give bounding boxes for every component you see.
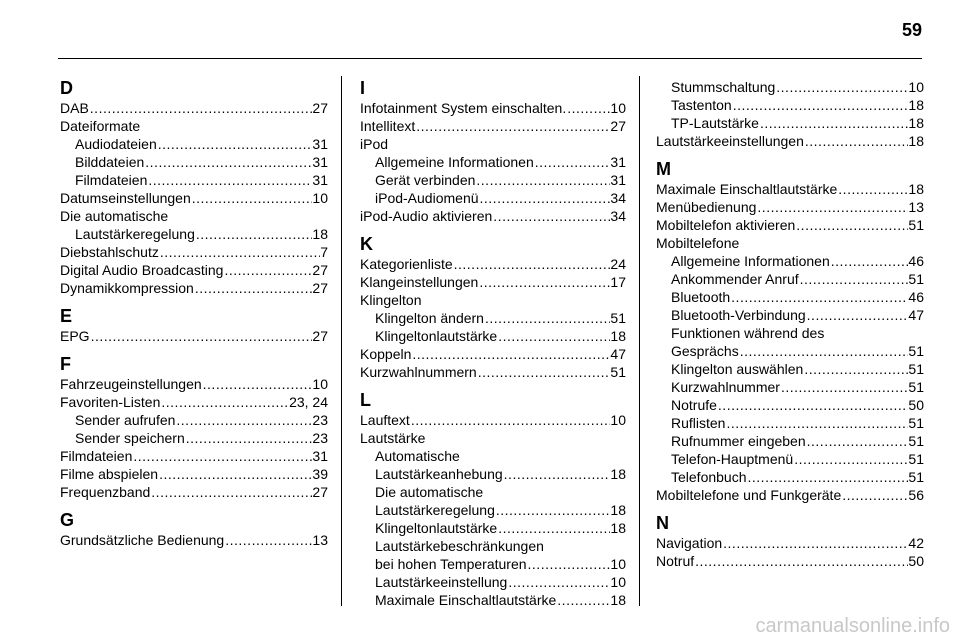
index-subentry: [360, 555, 626, 573]
index-subentry-heading: Funktionen während des: [671, 325, 825, 341]
entry-label: Gesprächs: [671, 343, 739, 359]
entry-page-number: 18: [908, 181, 924, 197]
entry-page-number: 51: [908, 271, 924, 287]
dot-leader: [804, 132, 909, 150]
entry-page-number: 39: [312, 466, 328, 482]
index-entry-heading: Lautstärke: [360, 430, 426, 446]
entry-page-number: 27: [610, 118, 626, 134]
entry-label: DAB: [60, 100, 89, 116]
index-entry-heading: Dateiformate: [60, 118, 141, 134]
entry-label: Kategorienliste: [360, 256, 453, 272]
entry-label: Allgemeine Informationen: [671, 253, 830, 269]
entry-page-number: 50: [908, 553, 924, 569]
entry-label: Filmdateien: [75, 172, 148, 188]
entry-label: Mobiltelefone und Funkgeräte: [656, 487, 842, 503]
index-subentry: [656, 114, 924, 132]
entry-label: Bluetooth: [671, 289, 731, 305]
entry-label: Klingeltonlautstärke: [375, 328, 498, 344]
dot-leader: [725, 414, 908, 432]
entry-page-number: 51: [908, 361, 924, 377]
dot-leader: [478, 273, 610, 291]
entry-page-number: 34: [610, 190, 626, 206]
index-subentry: [360, 573, 626, 591]
dot-leader: [759, 114, 908, 132]
dot-leader: [159, 243, 320, 261]
entry-label: Klingelton ändern: [375, 310, 484, 326]
entry-label: Lautstärkeregelung: [375, 502, 495, 518]
index-subentry: [656, 396, 924, 414]
index-entry: [60, 483, 328, 501]
dot-leader: [495, 501, 611, 519]
entry-page-number: 34: [610, 208, 626, 224]
index-entry: [656, 198, 924, 216]
dot-leader: [717, 396, 909, 414]
column-divider: [639, 76, 640, 606]
index-subentry: [656, 288, 924, 306]
entry-page-number: 31: [610, 154, 626, 170]
entry-page-number: 51: [908, 433, 924, 449]
index-entry: [656, 216, 924, 234]
dot-leader: [566, 99, 610, 117]
dot-leader: [224, 531, 312, 549]
dot-leader: [534, 153, 611, 171]
entry-page-number: 18: [610, 328, 626, 344]
entry-page-number: 23: [312, 430, 328, 446]
entry-page-number: 23, 24: [289, 394, 328, 410]
entry-page-number: 24: [610, 256, 626, 272]
index-subentry: [656, 378, 924, 396]
index-entry: [360, 411, 626, 429]
entry-page-number: 51: [610, 310, 626, 326]
index-entry: [656, 552, 924, 570]
index-subentry: [656, 342, 924, 360]
section-letter: M: [656, 159, 671, 179]
entry-label: Ruflisten: [671, 415, 726, 431]
index-subentry: [656, 306, 924, 324]
dot-leader: [806, 432, 909, 450]
index-entry: [60, 243, 328, 261]
entry-page-number: 31: [312, 136, 328, 152]
page-number: 59: [901, 20, 922, 40]
entry-label: Kurzwahlnummern: [360, 364, 477, 380]
entry-label: Mobiltelefon aktivieren: [656, 217, 796, 233]
entry-page-number: 18: [610, 466, 626, 482]
section-letter: E: [60, 306, 73, 326]
section-letter: N: [656, 513, 669, 533]
entry-label: bei hohen Temperaturen: [375, 556, 527, 572]
dot-leader: [160, 393, 289, 411]
entry-page-number: 51: [908, 415, 924, 431]
dot-leader: [150, 483, 312, 501]
entry-page-number: 27: [312, 328, 328, 344]
entry-page-number: 7: [320, 244, 328, 260]
index-column-2: [360, 78, 626, 609]
entry-label: Telefon-Hauptmenü: [671, 451, 794, 467]
dot-leader: [147, 171, 312, 189]
entry-label: Bilddateien: [75, 154, 145, 170]
dot-leader: [158, 465, 312, 483]
index-entry: [60, 375, 328, 393]
dot-leader: [556, 591, 610, 609]
entry-page-number: 47: [610, 346, 626, 362]
entry-page-number: 46: [908, 253, 924, 269]
entry-page-number: 27: [312, 262, 328, 278]
index-subentry: [360, 153, 626, 171]
watermark: carmanualsonline.info: [755, 615, 950, 637]
dot-leader: [202, 375, 313, 393]
dot-leader: [527, 555, 611, 573]
dot-leader: [507, 573, 610, 591]
dot-leader: [837, 180, 908, 198]
index-entry: [360, 363, 626, 381]
section-letter: L: [360, 390, 371, 410]
entry-page-number: 51: [908, 451, 924, 467]
entry-label: Gerät verbinden: [375, 172, 476, 188]
section-letter: K: [360, 234, 373, 254]
dot-leader: [756, 198, 908, 216]
entry-page-number: 18: [312, 226, 328, 242]
dot-leader: [503, 465, 611, 483]
dot-leader: [732, 96, 909, 114]
index-entry: [656, 534, 924, 552]
dot-leader: [479, 189, 611, 207]
dot-leader: [477, 363, 611, 381]
entry-label: Telefonbuch: [671, 469, 747, 485]
entry-label: Notruf: [656, 553, 695, 569]
entry-label: Kurzwahlnummer: [671, 379, 780, 395]
dot-leader: [453, 255, 611, 273]
index-entry: [360, 345, 626, 363]
entry-page-number: 56: [908, 487, 924, 503]
index-subentry: [656, 270, 924, 288]
dot-leader: [497, 327, 610, 345]
entry-label: Digital Audio Broadcasting: [60, 262, 224, 278]
index-entry: [360, 117, 626, 135]
index-column-3: [656, 78, 924, 570]
dot-leader: [795, 216, 908, 234]
entry-page-number: 10: [610, 412, 626, 428]
entry-page-number: 51: [908, 379, 924, 395]
dot-leader: [484, 309, 610, 327]
entry-label: Filmdateien: [60, 448, 133, 464]
entry-page-number: 42: [908, 535, 924, 551]
index-entry-heading: Mobiltelefone: [656, 235, 740, 251]
entry-page-number: 27: [312, 280, 328, 296]
entry-label: Allgemeine Informationen: [375, 154, 534, 170]
dot-leader: [799, 270, 909, 288]
entry-label: Koppeln: [360, 346, 412, 362]
dot-leader: [195, 225, 313, 243]
entry-label: Filme abspielen: [60, 466, 159, 482]
entry-label: Menübedienung: [656, 199, 757, 215]
header-rule: [58, 58, 922, 59]
entry-label: Favoriten-Listen: [60, 394, 161, 410]
index-entry: [360, 273, 626, 291]
entry-page-number: 10: [610, 100, 626, 116]
index-subentry: [360, 591, 626, 609]
index-subentry-heading: Die automatische: [375, 484, 484, 500]
entry-page-number: 13: [908, 199, 924, 215]
index-subentry: [60, 171, 328, 189]
entry-label: Notrufe: [671, 397, 717, 413]
entry-page-number: 18: [610, 592, 626, 608]
dot-leader: [722, 534, 908, 552]
dot-leader: [694, 552, 908, 570]
entry-page-number: 31: [312, 172, 328, 188]
entry-label: Ankommender Anruf: [671, 271, 799, 287]
dot-leader: [475, 171, 610, 189]
entry-page-number: 10: [312, 190, 328, 206]
index-subentry: [360, 327, 626, 345]
entry-label: Frequenzband: [60, 484, 151, 500]
index-subentry: [60, 411, 328, 429]
entry-label: Lautstärkeanhebung: [375, 466, 503, 482]
index-column-1: [60, 78, 328, 549]
index-entry: [360, 255, 626, 273]
entry-label: Intellitext: [360, 118, 416, 134]
entry-label: iPod-Audio aktivieren: [360, 208, 493, 224]
dot-leader: [89, 99, 313, 117]
entry-page-number: 10: [312, 376, 328, 392]
entry-page-number: 46: [908, 289, 924, 305]
index-entry: [60, 189, 328, 207]
dot-leader: [175, 411, 312, 429]
index-subentry: [360, 501, 626, 519]
entry-page-number: 18: [908, 97, 924, 113]
index-subentry: [60, 135, 328, 153]
entry-page-number: 23: [312, 412, 328, 428]
entry-page-number: 10: [610, 556, 626, 572]
index-subentry: [60, 153, 328, 171]
index-entry: [656, 486, 924, 504]
entry-page-number: 18: [908, 115, 924, 131]
index-subentry: [656, 96, 924, 114]
index-entry: [60, 327, 328, 345]
entry-label: Lautstärkeregelung: [75, 226, 195, 242]
entry-label: Navigation: [656, 535, 723, 551]
entry-label: EPG: [60, 328, 90, 344]
entry-page-number: 47: [908, 307, 924, 323]
dot-leader: [841, 486, 908, 504]
entry-label: Klangeinstellungen: [360, 274, 479, 290]
entry-label: Rufnummer eingeben: [671, 433, 806, 449]
entry-label: Fahrzeugeinstellungen: [60, 376, 202, 392]
index-entry: [656, 132, 924, 150]
entry-label: TP-Lautstärke: [671, 115, 759, 131]
entry-page-number: 27: [312, 484, 328, 500]
section-letter: I: [360, 78, 366, 98]
index-subentry-heading: Automatische: [375, 448, 460, 464]
index-subentry: [360, 465, 626, 483]
dot-leader: [492, 207, 610, 225]
index-subentry: [656, 450, 924, 468]
dot-leader: [415, 117, 610, 135]
index-entry: [60, 465, 328, 483]
index-entry: [60, 447, 328, 465]
dot-leader: [157, 135, 313, 153]
index-subentry: [360, 309, 626, 327]
index-entry: [60, 279, 328, 297]
section-letter: G: [60, 510, 75, 530]
dot-leader: [830, 252, 909, 270]
entry-page-number: 18: [610, 520, 626, 536]
dot-leader: [194, 279, 313, 297]
entry-page-number: 31: [610, 172, 626, 188]
dot-leader: [185, 429, 313, 447]
entry-label: Lautstärkeeinstellung: [375, 574, 508, 590]
column-divider: [341, 76, 342, 606]
dot-leader: [806, 306, 909, 324]
entry-page-number: 51: [908, 469, 924, 485]
section-letter: F: [60, 354, 71, 374]
entry-page-number: 10: [610, 574, 626, 590]
index-subentry: [656, 432, 924, 450]
entry-page-number: 27: [312, 100, 328, 116]
entry-label: Lautstärkeeinstellungen: [656, 133, 804, 149]
section-letter: D: [60, 78, 73, 98]
entry-label: Sender aufrufen: [75, 412, 176, 428]
dot-leader: [497, 519, 610, 537]
index-subentry: [60, 225, 328, 243]
index-entry: [60, 99, 328, 117]
dot-leader: [780, 378, 908, 396]
entry-page-number: 51: [908, 217, 924, 233]
index-subentry: [656, 78, 924, 96]
dot-leader: [223, 261, 312, 279]
entry-label: Klingelton auswählen: [671, 361, 804, 377]
index-entry: [60, 531, 328, 549]
dot-leader: [739, 342, 909, 360]
entry-label: Maximale Einschaltlautstärke: [375, 592, 557, 608]
entry-label: Lauftext: [360, 412, 410, 428]
entry-label: Tastenton: [671, 97, 732, 113]
entry-page-number: 51: [610, 364, 626, 380]
entry-page-number: 17: [610, 274, 626, 290]
dot-leader: [144, 153, 312, 171]
entry-label: Dynamikkompression: [60, 280, 194, 296]
dot-leader: [747, 468, 909, 486]
dot-leader: [90, 327, 313, 345]
dot-leader: [793, 450, 908, 468]
index-entry-heading: iPod: [360, 136, 389, 152]
entry-page-number: 18: [908, 133, 924, 149]
entry-label: Klingeltonlautstärke: [375, 520, 498, 536]
index-subentry: [360, 519, 626, 537]
index-entry-heading: Klingelton: [360, 292, 422, 308]
entry-label: Datumseinstellungen: [60, 190, 191, 206]
entry-label: Maximale Einschaltlautstärke: [656, 181, 838, 197]
entry-page-number: 10: [908, 79, 924, 95]
dot-leader: [191, 189, 313, 207]
entry-label: Bluetooth-Verbindung: [671, 307, 806, 323]
dot-leader: [803, 360, 908, 378]
entry-page-number: 31: [312, 154, 328, 170]
index-subentry-heading: Lautstärkebeschränkungen: [375, 538, 544, 554]
index-entry: [360, 99, 626, 117]
entry-label: Grundsätzliche Bedienung: [60, 532, 225, 548]
index-entry: [60, 261, 328, 279]
index-subentry: [60, 429, 328, 447]
entry-label: Infotainment System einschalten.: [360, 100, 567, 116]
index-subentry: [656, 468, 924, 486]
entry-label: Diebstahlschutz: [60, 244, 159, 260]
dot-leader: [730, 288, 908, 306]
index-entry-heading: Die automatische: [60, 208, 169, 224]
index-entry: [656, 180, 924, 198]
index-subentry: [360, 171, 626, 189]
index-subentry: [656, 252, 924, 270]
dot-leader: [132, 447, 312, 465]
entry-label: Audiodateien: [75, 136, 157, 152]
index-entry: [360, 207, 626, 225]
entry-page-number: 50: [908, 397, 924, 413]
dot-leader: [410, 411, 611, 429]
entry-page-number: 18: [610, 502, 626, 518]
index-subentry: [360, 189, 626, 207]
index-entry: [60, 393, 328, 411]
entry-label: Sender speichern: [75, 430, 185, 446]
index-subentry: [656, 414, 924, 432]
entry-page-number: 31: [312, 448, 328, 464]
dot-leader: [775, 78, 908, 96]
entry-label: iPod-Audiomenü: [375, 190, 479, 206]
dot-leader: [411, 345, 610, 363]
entry-label: Stummschaltung: [671, 79, 776, 95]
entry-page-number: 51: [908, 343, 924, 359]
entry-page-number: 13: [312, 532, 328, 548]
index-subentry: [656, 360, 924, 378]
